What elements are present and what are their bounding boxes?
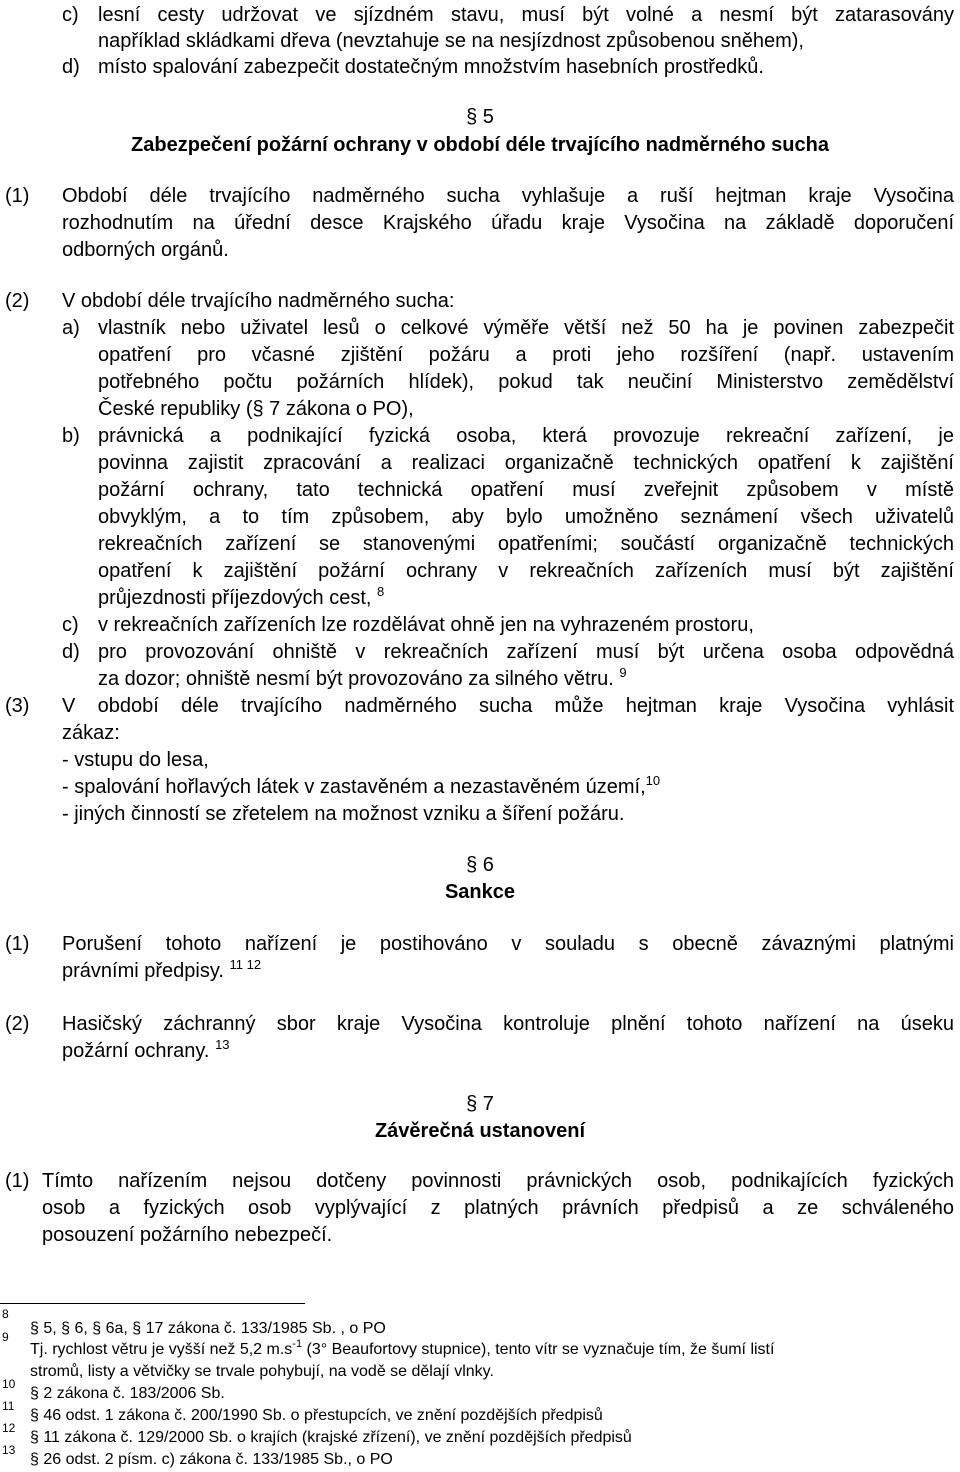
- section-title: Sankce: [444, 881, 516, 903]
- line-text: právními předpisy.: [62, 960, 224, 982]
- paragraph-line: odborných orgánů.: [62, 239, 229, 261]
- list-marker: a): [62, 317, 80, 339]
- paragraph-line: místo spalování zabezpečit dostatečným množstvím hasebních prostředků.: [98, 56, 764, 78]
- paragraph-line: rozhodnutím na úřední desce Krajského úřadu kraje Vysočina na základě doporučení: [62, 212, 954, 234]
- paragraph-line: osob a fyzických osob vyplývající z platných právních předpisů a ze schváleného: [42, 1197, 954, 1219]
- paragraph-number: (3): [5, 695, 30, 717]
- paragraph-line: vlastník nebo uživatel lesů o celkové výměře větší než 50 ha je povinen zabezpečit: [98, 317, 954, 339]
- paragraph-line: [62, 1038, 230, 1064]
- footnote-number: 11: [2, 1399, 15, 1413]
- paragraph-line: [98, 585, 384, 611]
- paragraph-number: (2): [5, 290, 30, 312]
- list-marker: d): [62, 56, 80, 78]
- footnote-ref[interactable]: 10: [645, 773, 661, 788]
- paragraph-line: potřebného počtu požárních hlídek), pokud tak neučiní Ministerstvo zemědělství: [98, 371, 954, 393]
- paragraph-line: Porušení tohoto nařízení je postihováno v souladu s obecně závaznými platnými: [62, 933, 954, 955]
- paragraph-line: opatření pro včasné zjištění požáru a proti jeho rozšíření (např. ustavením: [98, 344, 954, 366]
- section-number: § 7: [466, 1093, 494, 1115]
- section-title: Zabezpečení požární ochrany v období déle trvajícího nadměrného sucha: [131, 134, 829, 156]
- paragraph-line: opatření k zajištění požární ochrany v rekreačních zařízeních musí být zajištění: [98, 560, 954, 582]
- list-marker: d): [62, 641, 80, 663]
- footnote-text: § 11 zákona č. 129/2000 Sb. o krajích (krajské zřízení), ve znění pozdějších předpisů: [30, 1429, 632, 1446]
- line-text: požární ochrany.: [62, 1040, 210, 1062]
- paragraph-line: lesní cesty udržovat ve sjízdném stavu, musí být volné a nesmí být zatarasovány: [98, 4, 954, 26]
- list-item: [62, 774, 660, 800]
- footnote-number: 10: [2, 1377, 16, 1391]
- list-item: - jiných činností se zřetelem na možnost vzniku a šíření požáru.: [62, 803, 625, 825]
- list-item: - vstupu do lesa,: [62, 749, 209, 771]
- superscript: -1: [292, 1338, 303, 1350]
- paragraph-line: [62, 958, 261, 984]
- paragraph-line: [98, 666, 627, 692]
- paragraph-line: v rekreačních zařízeních lze rozdělávat ohně jen na vyhrazeném prostoru,: [98, 614, 754, 636]
- footnote-ref[interactable]: 13: [215, 1037, 230, 1052]
- footnote-number: 9: [2, 1330, 9, 1344]
- footnote-separator: [0, 1303, 305, 1304]
- paragraph-line: požární ochrany, tato technická opatření musí zveřejnit způsobem v místě: [98, 479, 954, 501]
- paragraph-number: (2): [5, 1013, 30, 1035]
- footnote-ref[interactable]: 11 12: [229, 957, 262, 972]
- paragraph-line: obvyklým, a to tím způsobem, aby bylo umožněno seznámení všech uživatelů: [98, 506, 954, 528]
- paragraph-line: V období déle trvajícího nadměrného sucha:: [62, 290, 455, 312]
- footnote-text: § 2 zákona č. 183/2006 Sb.: [30, 1385, 225, 1402]
- footnote-ref[interactable]: 9: [619, 665, 627, 680]
- paragraph-line: Období déle trvajícího nadměrného sucha vyhlašuje a ruší hejtman kraje Vysočina: [62, 185, 954, 207]
- list-marker: b): [62, 425, 80, 447]
- paragraph-line: pro provozování ohniště v rekreačních zařízení musí být určena osoba odpovědná: [98, 641, 954, 663]
- line-text: - spalování hořlavých látek v zastavěném a nezastavěném území,: [62, 776, 646, 798]
- footnote-number: 8: [2, 1307, 9, 1321]
- paragraph-line: Hasičský záchranný sbor kraje Vysočina kontroluje plnění tohoto nařízení na úseku: [62, 1013, 954, 1035]
- footnote-number: 12: [2, 1421, 16, 1435]
- paragraph-line: právnická a podnikající fyzická osoba, která provozuje rekreační zařízení, je: [98, 425, 954, 447]
- paragraph-line: České republiky (§ 7 zákona o PO),: [98, 398, 414, 420]
- paragraph-line: povinna zajistit zpracování a realizaci organizačně technických opatření k zajištění: [98, 452, 954, 474]
- paragraph-number: (1): [5, 933, 30, 955]
- list-marker: c): [62, 4, 79, 26]
- footnote-number: 13: [2, 1443, 16, 1457]
- footnote-text: § 46 odst. 1 zákona č. 200/1990 Sb. o přestupcích, ve znění pozdějších předpisů: [30, 1407, 603, 1424]
- line-text: Tj. rychlost větru je vyšší než 5,2 m.s: [30, 1341, 293, 1358]
- section-title: Závěrečná ustanovení: [374, 1120, 586, 1142]
- paragraph-line: například skládkami dřeva (nevztahuje se na nesjízdnost způsobenou sněhem),: [98, 30, 804, 52]
- footnote-text: § 5, § 6, § 6a, § 17 zákona č. 133/1985 Sb. , o PO: [30, 1320, 386, 1337]
- footnote-ref[interactable]: 8: [377, 584, 385, 599]
- section-number: § 6: [466, 854, 494, 876]
- paragraph-line: Tímto nařízením nejsou dotčeny povinnosti právnických osob, podnikajících fyzických: [42, 1170, 954, 1192]
- footnote-text: [30, 1340, 956, 1360]
- paragraph-number: (1): [5, 1170, 30, 1192]
- footnote-text: § 26 odst. 2 písm. c) zákona č. 133/1985 Sb., o PO: [30, 1451, 393, 1468]
- paragraph-line: zákaz:: [62, 722, 120, 744]
- paragraph-line: V období déle trvajícího nadměrného sucha může hejtman kraje Vysočina vyhlásit: [62, 695, 954, 717]
- section-number: § 5: [466, 106, 494, 128]
- paragraph-line: rekreačních zařízení se stanovenými opatřeními; součástí organizačně technických: [98, 533, 954, 555]
- line-text: průjezdnosti příjezdových cest,: [98, 587, 372, 609]
- paragraph-number: (1): [5, 185, 30, 207]
- line-text: (3° Beaufortovy stupnice), tento vítr se vyznačuje tím, že šumí listí: [302, 1341, 775, 1358]
- footnote-text: stromů, listy a větvičky se trvale pohybují, na vodě se dělají vlnky.: [30, 1363, 494, 1380]
- list-marker: c): [62, 614, 79, 636]
- line-text: za dozor; ohniště nesmí být provozováno za silného větru.: [98, 668, 614, 690]
- paragraph-line: posouzení požárního nebezpečí.: [42, 1224, 333, 1246]
